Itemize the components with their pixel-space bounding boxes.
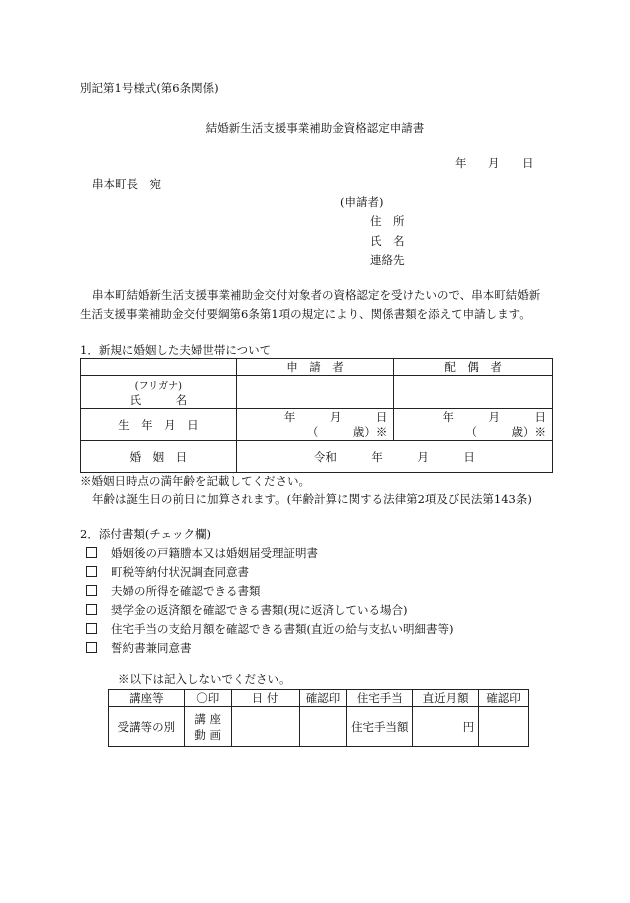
col-applicant-header: 申 請 者 bbox=[236, 359, 394, 376]
office-header-recent-amount: 直近月額 bbox=[413, 690, 479, 707]
checkbox[interactable] bbox=[86, 585, 97, 596]
document-title: 結婚新生活支援事業補助金資格認定申請書 bbox=[205, 121, 425, 135]
household-table bbox=[80, 358, 553, 473]
office-use-table bbox=[108, 689, 529, 747]
attachment-item[interactable]: 誓約書兼同意書 bbox=[86, 640, 192, 656]
marriage-date-label: 婚 姻 日 bbox=[81, 441, 237, 473]
section2-title: 2．添付書類(チェック欄) bbox=[80, 527, 211, 541]
form-number: 別記第1号様式(第6条関係) bbox=[80, 81, 219, 95]
office-use-note: ※以下は記入しないでください。 bbox=[118, 672, 291, 686]
birth-date-label: 生 年 月 日 bbox=[81, 409, 237, 441]
attachment-item[interactable]: 婚姻後の戸籍謄本又は婚姻届受理証明書 bbox=[86, 545, 318, 561]
spouse-age: （ 歳）※ bbox=[465, 424, 546, 439]
recent-amount-cell: 円 bbox=[413, 707, 479, 747]
attachment-item[interactable]: 夫婦の所得を確認できる書類 bbox=[86, 583, 261, 599]
date-day-label: 日 bbox=[522, 156, 534, 170]
intro-line-1: 串本町結婚新生活支援事業補助金交付対象者の資格認定を受けたいので、串本町結婚新 bbox=[92, 288, 541, 302]
checkbox[interactable] bbox=[86, 642, 97, 653]
office-header-stamp: 確認印 bbox=[299, 690, 347, 707]
checkbox[interactable] bbox=[86, 604, 97, 615]
attachment-item[interactable]: 奨学金の返済額を確認できる書類(現に返済している場合) bbox=[86, 602, 407, 618]
attendance-type-cell bbox=[184, 707, 231, 747]
applicant-name-cell[interactable] bbox=[236, 376, 394, 409]
office-stamp-cell-2 bbox=[479, 707, 529, 747]
date-year-label: 年 bbox=[455, 156, 467, 170]
name-row-label: 氏 名 bbox=[129, 392, 188, 407]
office-header-mark: 〇印 bbox=[184, 690, 231, 707]
age-note-2: 年齢は誕生日の前日に加算されます。(年齢計算に関する法律第2項及び民法第143条) bbox=[92, 492, 532, 506]
age-note-1: ※婚姻日時点の満年齢を記載してください。 bbox=[80, 474, 310, 488]
marriage-date-value[interactable]: 令和 年 月 日 bbox=[236, 441, 552, 473]
office-header-date: 日 付 bbox=[231, 690, 299, 707]
address-label: 住 所 bbox=[370, 214, 405, 228]
contact-label: 連絡先 bbox=[370, 253, 405, 267]
office-stamp-cell bbox=[299, 707, 347, 747]
attendance-type-label: 受講等の別 bbox=[109, 707, 185, 747]
checkbox[interactable] bbox=[86, 547, 97, 558]
name-label: 氏 名 bbox=[370, 234, 405, 248]
office-date-cell bbox=[231, 707, 299, 747]
checkbox[interactable] bbox=[86, 623, 97, 634]
video-option: 動 画 bbox=[194, 727, 222, 742]
applicant-birth-cell[interactable] bbox=[236, 409, 394, 441]
spouse-name-cell[interactable] bbox=[394, 376, 553, 409]
furigana-label: (フリガナ) bbox=[134, 380, 182, 392]
date-month-label: 月 bbox=[488, 156, 500, 170]
attachment-item[interactable]: 町税等納付状況調査同意書 bbox=[86, 564, 249, 580]
checkbox[interactable] bbox=[86, 566, 97, 577]
spouse-birth-cell[interactable] bbox=[394, 409, 553, 441]
applicant-age: （ 歳）※ bbox=[306, 424, 388, 439]
applicant-heading: (申請者) bbox=[340, 195, 384, 209]
office-header-housing: 住宅手当 bbox=[347, 690, 413, 707]
col-spouse-header: 配 偶 者 bbox=[394, 359, 553, 376]
applicant-birth-ymd: 年 月 日 bbox=[283, 409, 388, 424]
attachment-item[interactable]: 住宅手当の支給月額を確認できる書類(直近の給与支払い明細書等) bbox=[86, 621, 453, 637]
section1-title: 1．新規に婚姻した夫婦世帯について bbox=[80, 343, 272, 357]
intro-line-2: 生活支援事業補助金交付要綱第6条第1項の規定により、関係書類を添えて申請します。 bbox=[80, 307, 531, 321]
lecture-option: 講 座 bbox=[194, 711, 222, 726]
spouse-birth-ymd: 年 月 日 bbox=[442, 409, 546, 424]
office-header-course: 講座等 bbox=[109, 690, 185, 707]
addressee: 串本町長 宛 bbox=[92, 177, 161, 191]
housing-amount-label: 住宅手当額 bbox=[347, 707, 413, 747]
office-header-stamp-2: 確認印 bbox=[479, 690, 529, 707]
